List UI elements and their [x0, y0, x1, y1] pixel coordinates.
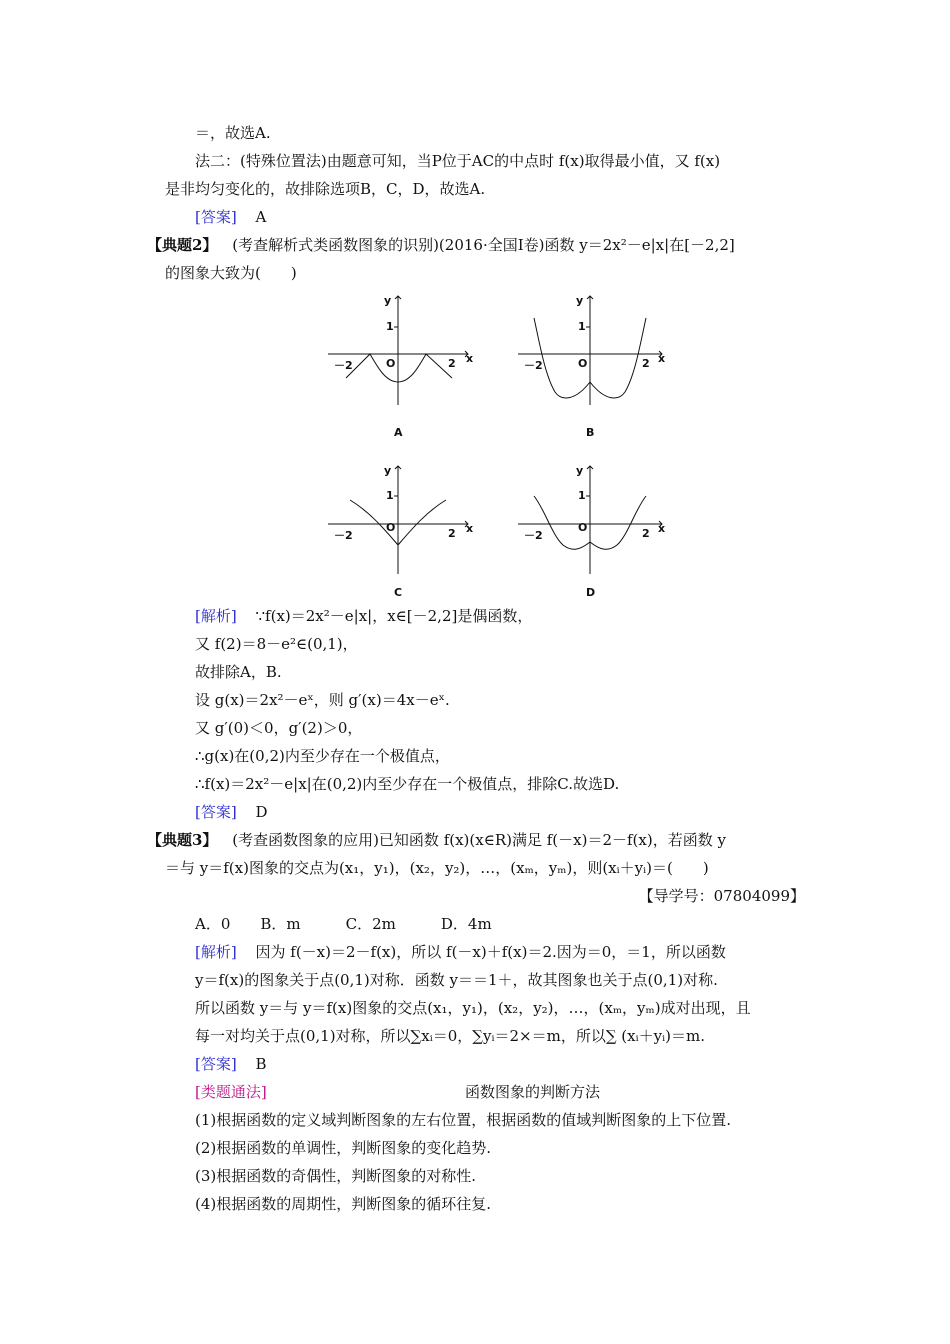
top-line-3: 是非均匀变化的，故排除选项B，C，D，故选A. — [165, 180, 486, 198]
graph-d-y-tick: 1 — [578, 489, 586, 502]
graph-c-x-neg: －2 — [334, 529, 353, 542]
answer-value: A — [255, 208, 267, 226]
example-3-analysis-1 — [195, 942, 726, 962]
graph-b-origin: O — [578, 357, 588, 370]
example-3-question-1: (考查函数图象的应用)已知函数 f(x)(x∈R)满足 f(－x)＝2－f(x)，若函数 y — [232, 831, 726, 849]
analysis-text: ∵f(x)＝2x²－e|x|，x∈[－2,2]是偶函数， — [255, 607, 533, 625]
graph-c-choice-label: C — [394, 586, 403, 599]
analysis-text: 因为 f(－x)＝2－f(x)，所以 f(－x)＋f(x)＝2.因为＝0，＝1，所以函数 — [255, 943, 726, 961]
analysis-tag: [解析] — [195, 943, 237, 961]
method-item-1: (1)根据函数的定义域判断图象的左右位置，根据函数的值域判断图象的上下位置. — [195, 1111, 732, 1129]
graph-b-y-tick: 1 — [578, 320, 586, 333]
top-line-2: 法二：(特殊位置法)由题意可知，当P位于AC的中点时 f(x)取得最小值，又 f(x) — [195, 152, 721, 170]
example-3-tag: 【典题3】 — [147, 831, 218, 849]
answer-tag: [答案] — [195, 208, 237, 226]
graph-d-choice-label: D — [586, 586, 596, 599]
graph-c-y-label: y — [384, 464, 392, 477]
graph-c-x-pos: 2 — [448, 527, 456, 540]
answer-value: B — [255, 1055, 267, 1073]
graph-b-x-neg: －2 — [524, 359, 543, 372]
method-title: 函数图象的判断方法 — [465, 1083, 601, 1101]
graph-b-x-pos: 2 — [642, 357, 650, 370]
graph-b-y-label: y — [576, 294, 584, 307]
graph-a-x-pos: 2 — [448, 357, 456, 370]
example-2-question-2: 的图象大致为( ) — [165, 264, 297, 282]
graph-d-origin: O — [578, 521, 588, 534]
example-2-analysis-5: 又 g′(0)＜0，g′(2)＞0， — [195, 719, 363, 737]
graph-d-y-label: y — [576, 464, 584, 477]
example-2-analysis-6: ∴g(x)在(0,2)内至少存在一个极值点， — [195, 747, 450, 765]
graph-c-x-label: x — [466, 522, 474, 535]
graph-d-x-label: x — [658, 522, 666, 535]
example-3-analysis-2: y＝f(x)的图象关于点(0,1)对称．函数 y＝＝1＋，故其图象也关于点(0,1)对称. — [195, 971, 718, 989]
example-3-analysis-3: 所以函数 y＝与 y＝f(x)图象的交点(x₁，y₁)，(x₂，y₂)，…，(xₘ，yₘ)成对出现，且 — [195, 999, 751, 1017]
graph-d — [518, 466, 662, 574]
answer-tag: [答案] — [195, 1055, 237, 1073]
example-2-tag: 【典题2】 — [147, 236, 218, 254]
graph-a-choice-label: A — [394, 426, 403, 439]
example-3-line-1 — [147, 830, 726, 850]
graph-d-x-neg: －2 — [524, 529, 543, 542]
method-item-3: (3)根据函数的奇偶性，判断图象的对称性. — [195, 1167, 477, 1185]
answer-value: D — [255, 803, 268, 821]
answer-tag: [答案] — [195, 803, 237, 821]
graph-a — [328, 296, 468, 405]
graph-a-origin: O — [386, 357, 396, 370]
example-2-analysis-3: 故排除A，B. — [195, 663, 282, 681]
graph-d-x-pos: 2 — [642, 527, 650, 540]
method-tag — [195, 1082, 267, 1102]
graph-c-origin: O — [386, 521, 396, 534]
example-2-analysis-1 — [195, 606, 532, 626]
graph-a-curve — [346, 354, 452, 382]
example-3-analysis-4: 每一对均关于点(0,1)对称，所以∑xᵢ＝0，∑yᵢ＝2×＝m，所以∑ (xᵢ＋yᵢ)＝m. — [195, 1027, 705, 1045]
graph-a-y-tick: 1 — [386, 320, 394, 333]
example-3-options: A．0 B．m C．2m D．4m — [195, 915, 492, 933]
example-3-question-2: ＝与 y＝f(x)图象的交点为(x₁，y₁)，(x₂，y₂)，…，(xₘ，yₘ)，则(xᵢ＋yᵢ)＝( ) — [165, 859, 709, 877]
method-tag-text: [类题通法] — [195, 1083, 267, 1101]
graph-b-choice-label: B — [586, 426, 595, 439]
example-2-answer — [195, 802, 268, 822]
example-3-answer — [195, 1054, 267, 1074]
graph-a-x-neg: －2 — [334, 359, 353, 372]
graph-a-x-label: x — [466, 352, 474, 365]
guide-number: 【导学号：07804099】 — [638, 887, 805, 905]
method-item-2: (2)根据函数的单调性，判断图象的变化趋势. — [195, 1139, 492, 1157]
graph-a-y-label: y — [384, 294, 392, 307]
graph-b — [518, 296, 662, 405]
graph-c — [328, 466, 468, 574]
top-line-1: ＝，故选A. — [195, 124, 271, 142]
graph-c-y-tick: 1 — [386, 489, 394, 502]
graph-b-x-label: x — [658, 352, 666, 365]
example-2-analysis-4: 设 g(x)＝2x²－eˣ，则 g′(x)＝4x－eˣ. — [195, 691, 450, 709]
example-2-analysis-2: 又 f(2)＝8－e²∈(0,1)， — [195, 635, 358, 653]
method-item-4: (4)根据函数的周期性，判断图象的循环往复. — [195, 1195, 492, 1213]
example-2-analysis-7: ∴f(x)＝2x²－e|x|在(0,2)内至少存在一个极值点，排除C.故选D. — [195, 775, 620, 793]
example-2-question-1: (考查解析式类函数图象的识别)(2016·全国Ⅰ卷)函数 y＝2x²－e|x|在[－2,2] — [232, 236, 735, 254]
analysis-tag: [解析] — [195, 607, 237, 625]
